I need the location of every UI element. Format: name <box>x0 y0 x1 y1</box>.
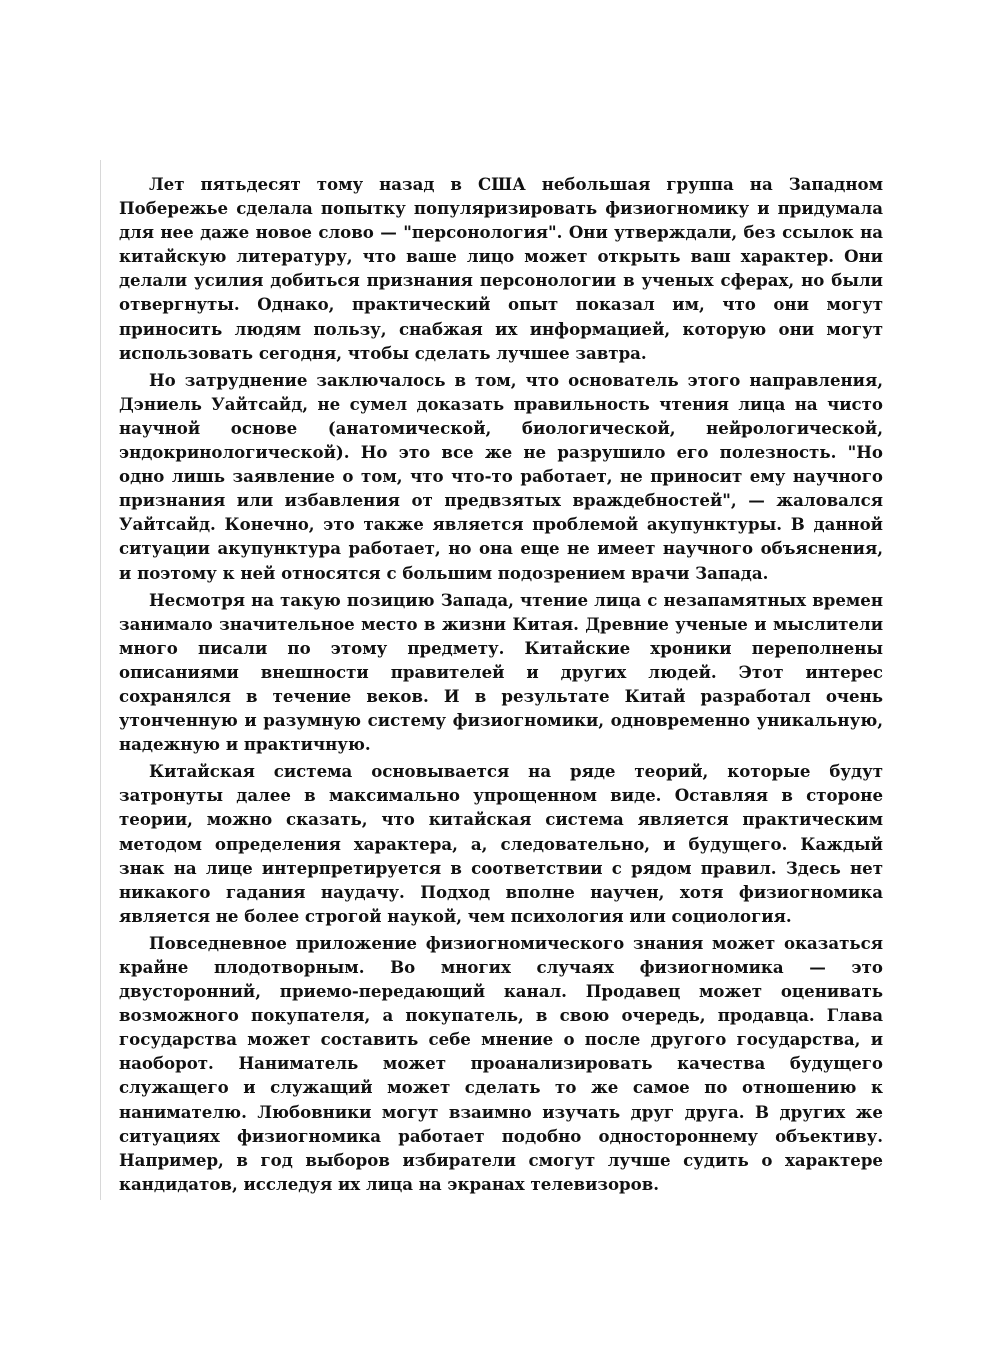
paragraph-1: Лет пятьдесят тому назад в США небольшая группа на Западном Побережье сделала попытку популяризировать физиогномику и придумала для нее даже новое слово — "персонология". Они утверждали, без ссылок на китайскую литературу, что ваше лицо может открыть ваш характер. Они делали усилия добиться признания персонологии в ученых сферах, но были отвергнуты. Однако, практический опыт показал им, что они могут приносить людям пользу, снабжая их информацией, которую они могут использовать сегодня, чтобы сделать лучшее завтра. <box>119 174 883 363</box>
body-text <box>119 172 883 1199</box>
paragraph-5: Повседневное приложение физиогномического знания может оказаться крайне плодотворным. Во многих случаях физиогномика — это двусторонний, приемо-передающий канал. Продавец может оценивать возможного покупателя, а покупатель, в свою очередь, продавца. Глава государства может составить себе мнение о после другого государства, и наоборот. Наниматель может проанализировать качества будущего служащего и служащий может сделать то же самое по отношению к нанимателю. Любовники могут взаимно изучать друг друга. В других же ситуациях физиогномика работает подобно одностороннему объективу. Например, в год выборов избиратели смогут лучше судить о характере кандидатов, исследуя их лица на экранах телевизоров. <box>119 932 883 1194</box>
paragraph-3: Несмотря на такую позицию Запада, чтение лица с незапамятных времен занимало значительное место в жизни Китая. Древние ученые и мыслители много писали по этому предмету. Китайские хроники переполнены описаниями внешности правителей и других людей. Этот интерес сохранялся в течение веков. И в результате Китай разработал очень утонченную и разумную систему физиогномики, одновременно уникальную, надежную и практичную. <box>119 589 883 755</box>
paragraph-2: Но затруднение заключалось в том, что основатель этого направления, Дэниель Уайтсайд, не сумел доказать правильность чтения лица на чисто научной основе (анатомической, биологической, нейрологической, эндокринологической). Но это все же не разрушило его полезность. "Но одно лишь заявление о том, что что-то работает, не приносит ему научного признания или избавления от предвзятых враждебностей", — жаловался Уайтсайд. Конечно, это также является проблемой акупунктуры. В данной ситуации акупунктура работает, но она еще не имеет научного объяснения, и поэтому к ней относятся с большим подозрением врачи Запада. <box>119 369 883 583</box>
page-margin-line <box>100 160 101 1200</box>
paragraph-4: Китайская система основывается на ряде теорий, которые будут затронуты далее в максимально упрощенном виде. Оставляя в стороне теории, можно сказать, что китайская система является практическим методом определения характера, а, следовательно, и будущего. Каждый знак на лице интерпретируется в соответствии с рядом правил. Здесь нет никакого гадания наудачу. Подход вполне научен, хотя физиогномика является не более строгой наукой, чем психология или социология. <box>119 761 883 926</box>
